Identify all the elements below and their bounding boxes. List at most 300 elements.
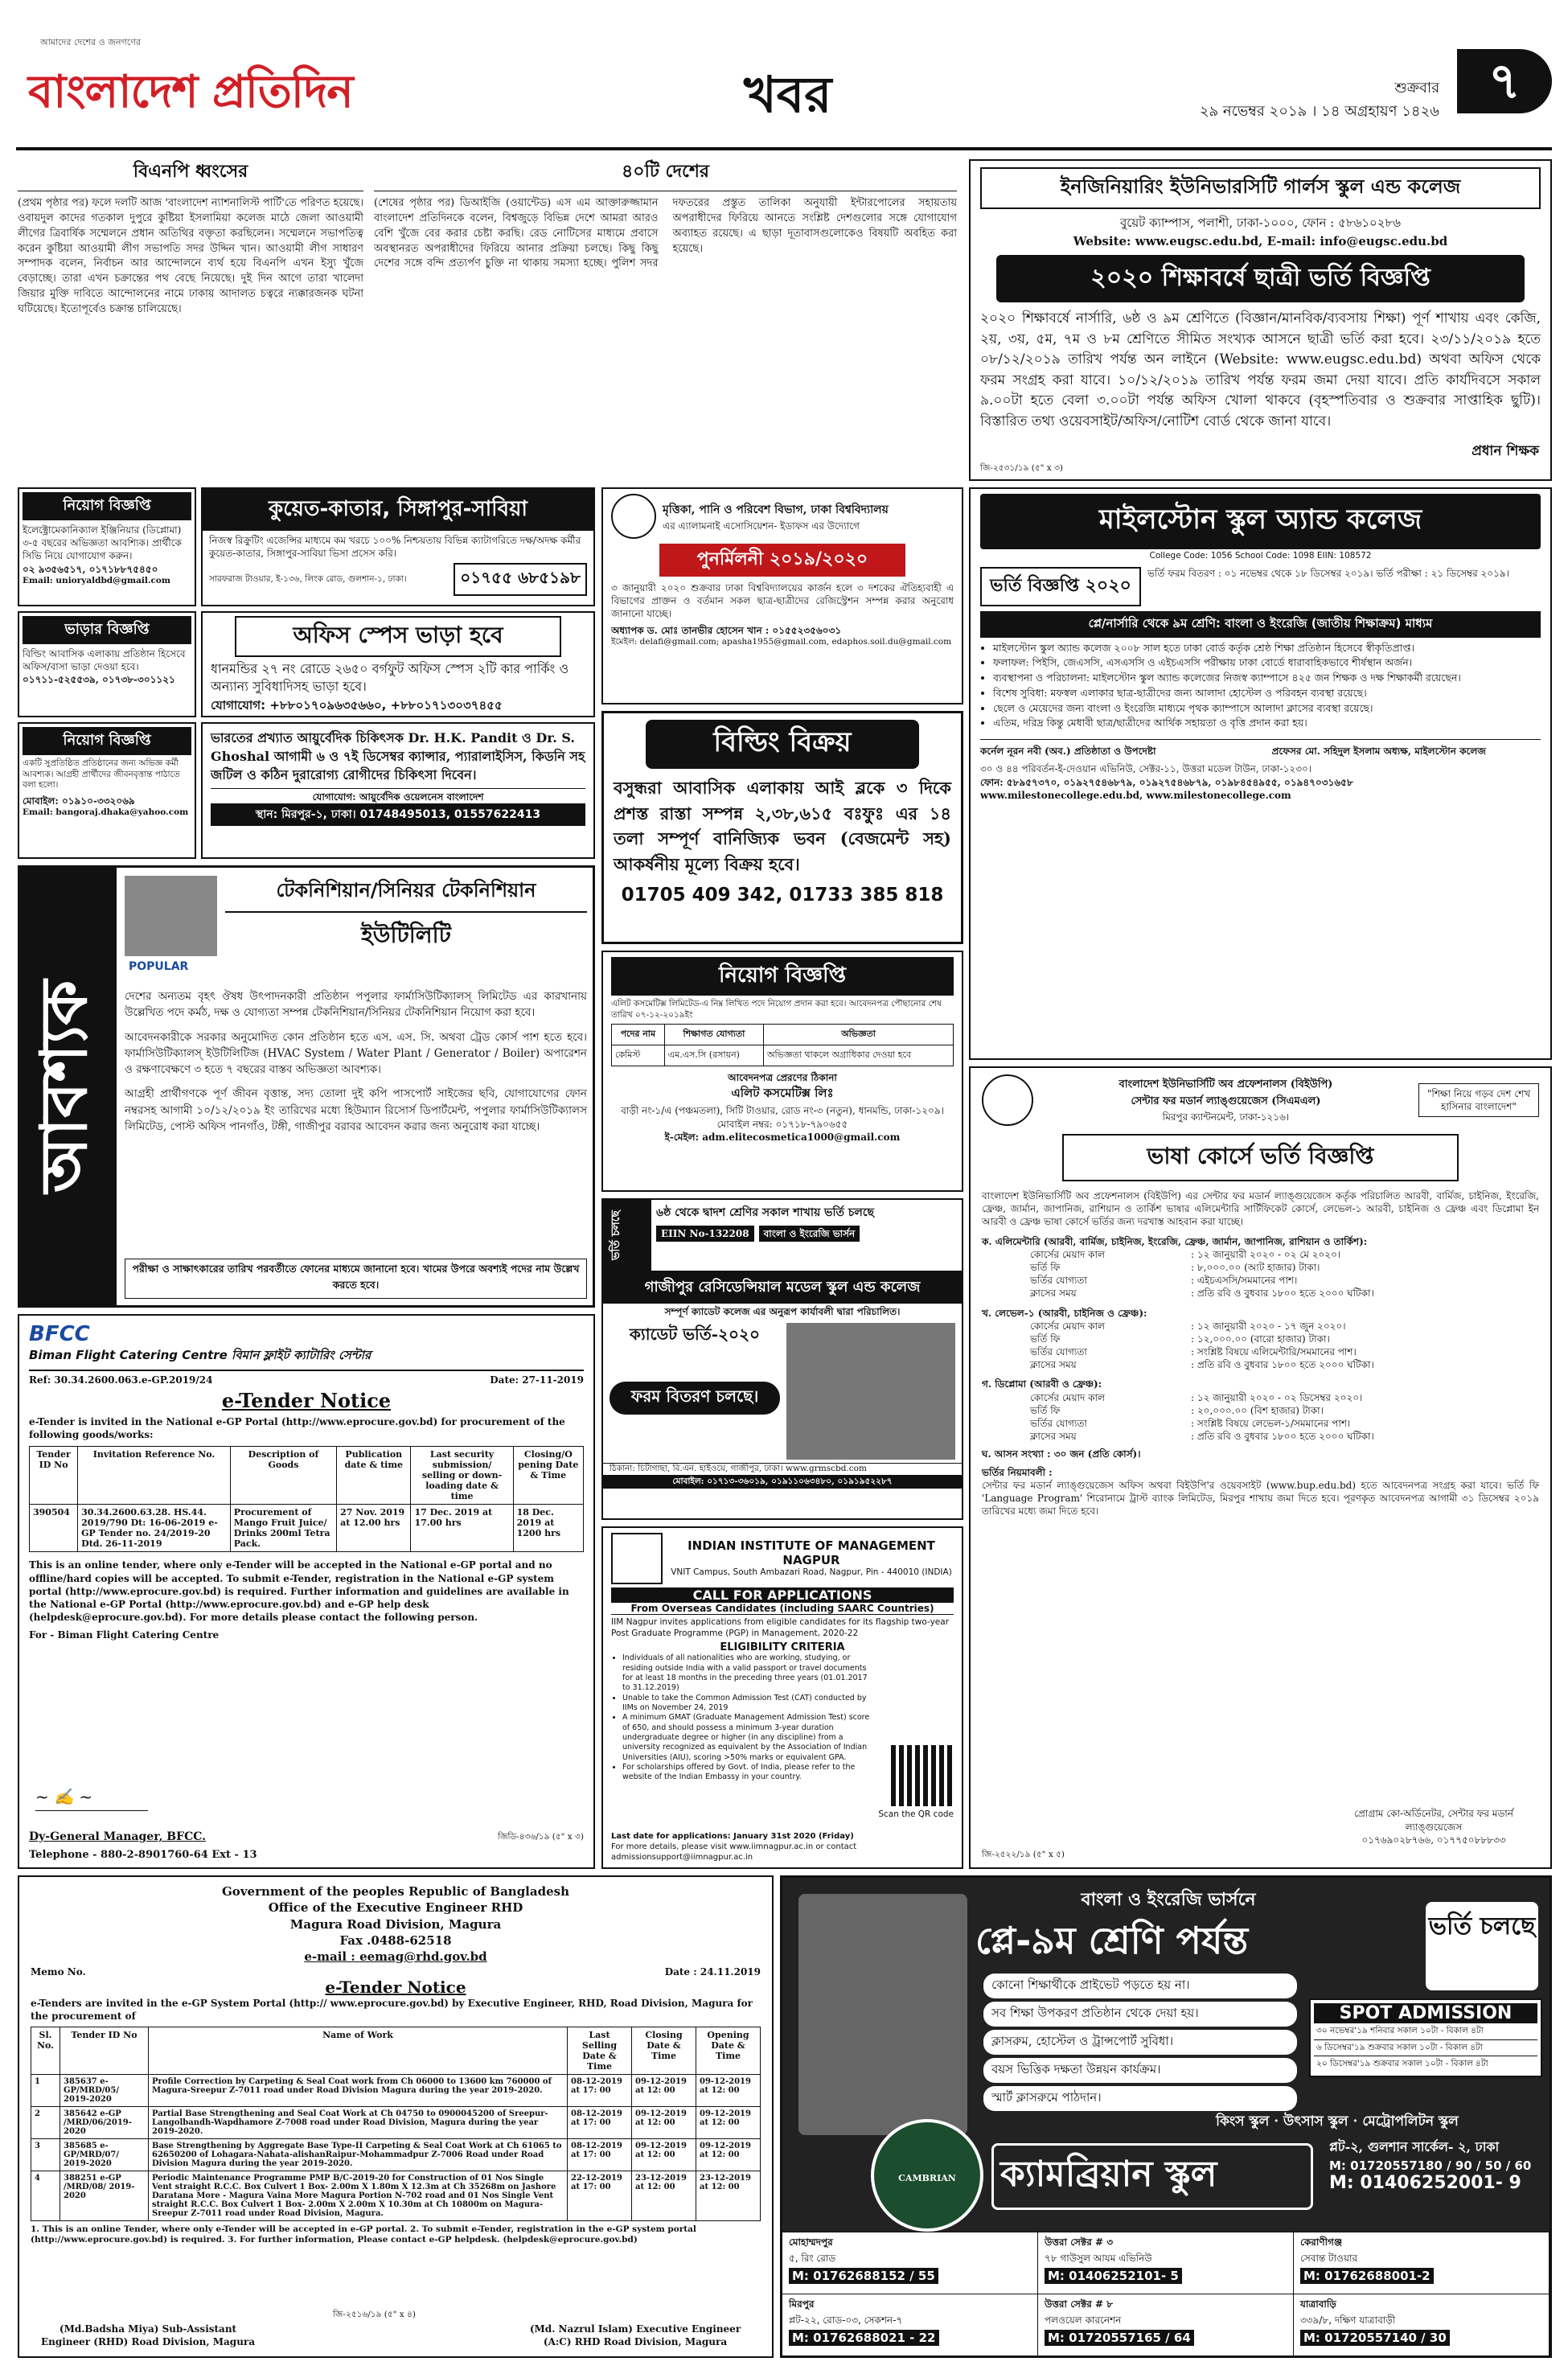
ad-body: বিল্ডিং আবাসিক এলাকায় প্রতিষ্ঠান হিসেবে অফিস/বাসা ভাড়া দেওয়া হবে।	[23, 648, 186, 673]
company-email: ই-মেইল: adm.elitecosmetica1000@gmail.com	[664, 1131, 901, 1143]
ad-signature: প্রধান শিক্ষক	[1472, 443, 1539, 459]
cell: 09-12-2019 at 12: 00	[632, 2106, 696, 2138]
side-heading: আবশ্যক	[27, 980, 101, 1193]
article-title: ৪০টি দেশের	[374, 158, 957, 191]
tender-size: জিডি-৪৩৬/১৯ (৫" x ৩)	[498, 1832, 584, 1842]
cambrian-address: প্লট-২, গুলশান সার্কেল- ২, ঢাকা	[1329, 2139, 1500, 2154]
course-row	[982, 1417, 1539, 1430]
job-desc-2: আবেদনকারীকে সরকার অনুমোদিত কোন প্রতিষ্ঠান হতে এস. এস. সি. অথবা ট্রেড কোর্স পাশ হতে হবে। ফার্মাসিউটিক্যালস্ ইউটিলিটিজ (HVAC System / Water Plant / Generator / Boiler) অপারেশন ও রক্ষণাবেক্ষণে ৩ হতে ৭ বছরের বাস্তব অভিজ্ঞতা আবশ্যক।	[125, 1030, 587, 1076]
list-item: • ব্যবস্থাপনা ও পরিচালনা: মাইলস্টোন স্কুল অ্যান্ড কলেজের নিজস্ব ক্যাম্পাসে ৪২৫ জন শিক্ষক ও দক্ষ শিক্ষাকর্মী রয়েছেন।	[993, 671, 1541, 686]
ad-phone: যোগাযোগ: +৮৮০১৭০৯৬৩৫৬৬০, +৮৮০১৭১৩০৩৭৪৫৫	[211, 697, 503, 713]
cell: 08-12-2019 at 17: 00	[568, 2138, 632, 2171]
cell: 23-12-2019 at 12: 00	[632, 2171, 696, 2220]
iim-last-date: Last date for applications: January 31st 2020 (Friday)	[611, 1832, 854, 1841]
bup-seats: ঘ. আসন সংখ্যা : ৩০ জন (প্রতি কোর্স)।	[982, 1448, 1141, 1460]
course-row	[982, 1345, 1539, 1358]
spot-line: ২০ ডিসেম্বর'১৯ শুক্রবার সকাল ১০টা - বিকাল ৪টা	[1316, 2059, 1488, 2069]
job-desc-3: আগ্রহী প্রার্থীগণকে পূর্ণ জীবন বৃত্তান্ত, সদ্য তোলা দুই কপি পাসপোর্ট সাইজের ছবি, যোগাযোগের ফোন নম্বরসহ আগামী ১০/১২/২০১৯ ইং তারিখের মধ্যে হিউম্যান রিসোর্স ডিপার্টমেন্ট, পপুলার ফার্মাসিউটিক্যালস লিমিটেড, পোস্ট অফিস পানগাঁও, টঙ্গী, গাজীপুর বরাবর আবেদন করার জন্য অনুরোধ করা যাচ্ছে।	[125, 1087, 587, 1133]
rhd-line3: Magura Road Division, Magura	[289, 1916, 502, 1932]
iim-elig: ELIGIBILITY CRITERIA	[720, 1641, 845, 1654]
cell: Procurement of Mango Fruit Juice/ Drinks 200ml Tetra Pack.	[230, 1505, 336, 1552]
course-key: ভর্তির যোগ্যতা	[1030, 1275, 1087, 1287]
ad-vertical: ভর্তি চলছে	[603, 1200, 651, 1271]
branch-area: উত্তরা সেক্টর # ৩	[1045, 2236, 1114, 2248]
branch-detail: ৫, রিং রোড	[789, 2253, 836, 2264]
ad-email: Email: bangoraj.dhaka@yahoo.com	[23, 807, 189, 818]
branch-area: মোহাম্মদপুর	[789, 2236, 833, 2248]
cell: 27 Nov. 2019 at 12.00 hrs	[337, 1505, 411, 1552]
ad-body: ২০২০ শিক্ষাবর্ষে নার্সারি, ৬ষ্ঠ ও ৯ম শ্রেণিতে (বিজ্ঞান/মানবিক/ব্যবসায় শিক্ষা) পূর্ণ শাখায় এবং কেজি, ২য়, ৩য়, ৫ম, ৭ম ও ৮ম শ্রেণিতে সীমিত সংখ্যক আসনে ছাত্রী ভর্তি করা হবে। ২৩/১১/২০১৯ হতে ০৮/১২/২০১৯ তারিখ পর্যন্ত অন লাইনে (Website: www.eugsc.edu.bd) অথবা অফিস থেকে ফরম সংগ্রহ করা যাবে। ১০/১২/২০১৯ তারিখ পর্যন্ত ফরম জমা দেয়া যাবে। প্রতি কার্যদিবসে সকাল ৯.০০টা হতে বেলা ৩.০০টা পর্যন্ত অফিস খোলা থাকবে (বৃহস্পতিবার ও শুক্রবার সাপ্তাহিক ছুটি)। বিস্তারিত তথ্য ওয়েবসাইট/অফিস/নোটিশ বোর্ড থেকে জানা যাবে।	[980, 310, 1541, 429]
table-row	[30, 1505, 584, 1552]
cambrian-phones: M: 01720557180 / 90 / 50 / 60	[1329, 2158, 1532, 2173]
day-label: শুক্রবার	[1394, 80, 1439, 97]
table-row	[31, 2138, 761, 2171]
ad-title: মাইলস্টোন স্কুল অ্যান্ড কলেজ	[980, 494, 1541, 549]
rhd-title: e-Tender Notice	[325, 1978, 466, 1998]
ad-building-sale	[601, 711, 963, 944]
ad-schedule: ভর্তি ফরম বিতরণ : ০১ নভেম্বর থেকে ১৮ ডিসেম্বর ২০১৯। ভর্তি পরীক্ষা : ২১ ডিসেম্বর ২০১৯।	[1147, 567, 1509, 579]
table-row	[31, 2106, 761, 2138]
cell: 09-12-2019 at 12: 00	[696, 2106, 761, 2138]
ad-title: অফিস স্পেস ভাড়া হবে	[235, 616, 561, 657]
ad-phone: ফোন: ৫৮৯৫৭৩৭০, ০১৯২৭৫৪৬৮৭৯, ০১৯২৭৫৪৬৮৭৯, ০১৯৮৪৫৪৯৫৫, ০১৯৪৭০৩১৬৫৮	[980, 776, 1353, 788]
ad-phone: স্থান: মিরপুর-১, ঢাকা। 01748495013, 01557622413	[211, 803, 585, 826]
ad-title: ইনজিনিয়ারিং ইউনিভারসিটি গার্লস স্কুল এন্ড কলেজ	[980, 167, 1541, 209]
ad-body: বসুন্ধরা আবাসিক এলাকায় আই ব্লকে ৩ দিকে প্রশস্ত রাস্তা সম্পন্ন ২,৩৮,৬১৫ বঃফুঃ এর ১৪ তলা সম্পূর্ণ বানিজ্যিক ভবন (বেজমেন্ট সহ) আকর্ষনীয় মূল্যে বিক্রয় হবে।	[614, 778, 951, 874]
tender-intro: e-Tender is invited in the National e-GP Portal (http://www.eprocure.gov.bd) for procurement of the following goods/works:	[29, 1416, 565, 1441]
spot-line: ৩০ নভেম্বর'১৯ শনিবার সকাল ১০টা - বিকাল ৪টা	[1314, 2023, 1537, 2040]
branch-cell	[1294, 2294, 1550, 2356]
branch-phone: M: 01762688021 - 22	[789, 2330, 939, 2346]
iim-logo-icon	[611, 1533, 663, 1584]
branch-cell	[1038, 2232, 1294, 2294]
course-row	[982, 1320, 1539, 1333]
ad-address: ৩০ ও ৪৪ পরিবর্তন-ই-দেওয়ান এভিনিউ, সেক্টর-১১, উত্তরা মডেল টাউন, ঢাকা-১২৩০।	[980, 763, 1312, 775]
masthead	[16, 13, 1552, 154]
bup-seal-icon	[982, 1074, 1033, 1126]
ad-intro: এলিট কসমেটিক্স লিমিটেড-এ নিম্ন লিখিত পদে নিয়োগ প্রদান করা হবে। আবেদনপত্র পৌছানোর শেষ তারিখ ০৭-১২-২০১৯ইং	[611, 999, 942, 1020]
ad-body: নিজস্ব রিক্রুটিং এজেন্সির মাধ্যমে কম খরচে ১০০% নিশ্চয়তায় বিভিন্ন ক্যাটাগরিতে দক্ষ/অদক্ষ কর্মীর কুয়েত-কাতার, সিঙ্গাপুর-সাবিয়া ভিসা প্রসেস করি।	[209, 535, 581, 560]
cambrian-college-seal: CAMBRIAN	[871, 2119, 983, 2232]
col-header: Description of Goods	[230, 1447, 336, 1505]
col-header: Publication date & time	[337, 1447, 411, 1505]
cambrian-head: প্লে-৯ম শ্রেণি পর্যন্ত	[975, 1919, 1249, 1962]
course-value: : ১২,০০০.০০ (বারো হাজার) টাকা।	[1191, 1333, 1330, 1345]
ad-sub: সম্পূর্ণ ক্যাডেট কলেজ এর অনুরূপ কার্যাবলী দ্বারা পরিচালিত।	[664, 1306, 901, 1317]
ad-title: মৃত্তিকা, পানি ও পরিবেশ বিভাগ, ঢাকা বিশ্ববিদ্যালয়	[663, 503, 889, 516]
tender-ref: Ref: 30.34.2600.063.e-GP.2019/24	[29, 1374, 213, 1386]
cell: 4	[31, 2171, 60, 2220]
list-item: বয়স ভিত্তিক দক্ষতা উন্নয়ন কার্যক্রম।	[983, 2058, 1297, 2083]
branch-phone: M: 01720557140 / 30	[1300, 2330, 1450, 2346]
page-number: ৭	[1457, 49, 1552, 113]
ad-title: ভাড়ার বিজ্ঞপ্তি	[23, 616, 191, 644]
cell: 09-12-2019 at 12: 00	[696, 2074, 761, 2106]
cambrian-badge: ভর্তি চলছে	[1426, 1902, 1538, 1990]
ad-popular-pharma	[18, 865, 595, 1308]
list-item: • Unable to take the Common Admission Test (CAT) conducted by IIMs on November 24, 2019	[622, 1694, 876, 1714]
course-row	[982, 1287, 1539, 1300]
col-header: Tender ID No	[30, 1447, 78, 1505]
course-row	[982, 1430, 1539, 1443]
cambrian-top: বাংলা ও ইংরেজি ভার্সনে	[1081, 1889, 1256, 1910]
cell: 385642 e-GP /MRD/06/2019-2020	[60, 2106, 149, 2138]
ad-address: বুয়েট ক্যাম্পাস, পলাশী, ঢাকা-১০০০, ফোন : ৫৮৬১০২৮৬	[1119, 216, 1402, 230]
bup-signer: প্রোগ্রাম কো-অর্ডিনেটর, সেন্টার ফর মডার্ন ল্যাঙ্গুয়েজেস	[1354, 1808, 1513, 1833]
ad-medium: বাংলা ও ইংরেজি ভার্সন	[759, 1226, 860, 1242]
cell: 390504	[30, 1505, 78, 1552]
iim-contact[interactable]: For more details, please visit www.iimnagpur.ac.in or contact admissionsupport@iimnagpur.ac.in	[611, 1842, 857, 1862]
cell: 22-12-2019 at 17: 00	[568, 2171, 632, 2220]
dateline	[1200, 77, 1439, 124]
course-value: : প্রতি রবি ও বুধবার ১৮০০ হতে ২০০০ ঘটিকা।	[1191, 1359, 1374, 1371]
bfcc-logo: BFCC	[29, 1322, 90, 1346]
ad-body: ভারতের প্রখ্যাত আয়ুর্বেদিক চিকিৎসক Dr. H.K. Pandit ও Dr. S. Ghoshal আগামী ৬ ও ৭ই ডিসেম্বর ক্যান্সার, প্যারালাইসিস, কিডনি সহ জটিল ও কঠিন দুরারোগ্য রোগীদের চিকিৎসা দিবেন।	[211, 730, 585, 783]
ad-phone: ০২ ৯৩৫৬৫১৭, ০১৭১৮৮৭৫৪৫০	[23, 563, 158, 575]
qr-label: Scan the QR code	[878, 1809, 954, 1819]
factory-image	[125, 876, 217, 956]
ad-body: একটি সুপ্রতিষ্ঠিত প্রতিষ্ঠানের জন্য অভিজ্ঞ কর্মী আবশ্যক। আগ্রহী প্রার্থীদের জীবনবৃত্তান্ত পাঠাতে বলা হলো।	[23, 758, 180, 791]
course-key: ভর্তি ফি	[1030, 1333, 1061, 1345]
person-principal: প্রফেসর মো. সহিদুল ইসলাম অধ্যক্ষ, মাইলস্টোন কলেজ	[1271, 745, 1487, 758]
ad-bup-language	[969, 1066, 1552, 1869]
course-value: : ২০,০০০.০০ (বিশ হাজার) টাকা।	[1191, 1404, 1324, 1416]
company-mobile: মোবাইল নম্বর: ০১৭১৮-৭৯০৬৫৫	[716, 1118, 848, 1130]
list-item: • ছেলে ও মেয়েদের জন্য বাংলা ও ইংরেজি মাধ্যমে পৃথক ক্যাম্পাসে আলাদা ক্লাসের ব্যবস্থা রয়েছে।	[993, 701, 1541, 717]
branch-phone: M: 01406252101- 5	[1045, 2268, 1182, 2284]
col-header: অভিজ্ঞতা	[764, 1025, 954, 1045]
bup-motto: "শিক্ষা নিয়ে গড়ব দেশ শেখ হাসিনার বাংলাদেশ"	[1418, 1083, 1539, 1117]
course-key: ভর্তির যোগ্যতা	[1030, 1418, 1087, 1429]
course-key: কোর্সের মেয়াদ কাল	[1030, 1248, 1105, 1260]
course-key: কোর্সের মেয়াদ কাল	[1030, 1320, 1105, 1332]
ad-office-space	[201, 611, 595, 717]
bup-ref: জি-২৫২২/১৯ (৫" x ৫)	[982, 1850, 1065, 1860]
cell: 08-12-2019 at 17: 00	[568, 2106, 632, 2138]
list-item: • এতিম, দরিদ্র কিন্তু মেধাবী ছাত্র/ছাত্রীদের আর্থিক সহায়তা ও বৃত্তি প্রদান করা হয়।	[993, 716, 1541, 731]
article-bnp	[18, 158, 363, 481]
course-row	[982, 1248, 1539, 1261]
list-item: কোনো শিক্ষার্থীকে প্রাইভেট পড়তে হয় না।	[983, 1974, 1297, 1998]
ad-title: নিয়োগ বিজ্ঞপ্তি	[23, 727, 191, 755]
course-row	[982, 1274, 1539, 1287]
ad-iim-nagpur	[601, 1526, 963, 1869]
article-40-countries	[374, 158, 957, 481]
list-item: • For scholarships offered by Govt. of India, please refer to the website of the Indian Embassy in your country.	[622, 1763, 876, 1783]
ad-gazipur-school	[601, 1198, 963, 1520]
branch-detail: ৭৮ গাউসুল আযম এভিনিউ	[1045, 2253, 1152, 2264]
branch-area: যাত্রাবাড়ি	[1300, 2298, 1336, 2310]
table-row	[31, 2074, 761, 2106]
cell: Base Strengthening by Aggregate Base Type-II Carpeting & Seal Coat Work at Ch 61065 to 62650200 of Lohagara-Nahata-alishanRaipur-Mohammadpur Z-7006 Road under Road Division Magura during the year 2019-2020.	[149, 2138, 568, 2171]
table-row	[31, 2171, 761, 2220]
tender-table	[29, 1446, 584, 1552]
list-item: • Individuals of all nationalities who are working, studying, or residing outside India with a valid passport or travel documents for at least 18 months in the preceding three years (01.01.2017 to 31.12.2019)	[622, 1653, 876, 1693]
course-name: গ. ডিপ্লোমা (আরবী ও ফ্রেঞ্চ):	[982, 1378, 1102, 1390]
spot-line: ৬ ডিসেম্বর'১৯ শুক্রবার সকাল ১০টা - বিকাল ৪টা	[1314, 2040, 1537, 2057]
ad-phone: মোবাইল: ০১৯১০-৩৩২০৬৯	[23, 795, 135, 807]
branch-detail: পলওয়েল কারনেশন	[1045, 2314, 1122, 2326]
ad-email: ইমেইল: delafi@gmail.com; apasha1955@gmail.com, edaphos.soil.du@gmail.com	[611, 636, 952, 647]
ad-bfcc-tender	[18, 1314, 595, 1869]
job-table	[611, 1024, 954, 1066]
col-header: পদের নাম	[612, 1025, 665, 1045]
branch-detail: ৩৩৯/৮, দক্ষিণ যাত্রাবাড়ী	[1300, 2314, 1396, 2326]
rhd-memo: Memo No.	[31, 1966, 86, 1978]
spot-admission	[1309, 1998, 1542, 2077]
course-key: ভর্তি ফি	[1030, 1261, 1061, 1273]
bup-intro: বাংলাদেশ ইউনিভার্সিটি অব প্রফেশনালস (বিইউপি) এর সেন্টার ফর মডার্ন ল্যাঙ্গুয়েজেস কর্তৃক পরিচালিত আরবী, বার্মিজ, চাইনিজ, ইংরেজি, ফ্রেঞ্চ, জার্মান, জাপানিজ, রাশিয়ান ও তার্কিশ ভাষার এলিমেন্টারি সার্টিফিকেট কোর্সে, লেভেল-১ আরবী, চাইনিজ ও ফ্রেঞ্চ এবং ডিপ্লোমা ইন আরবী ও ফ্রেঞ্চ ভাষা কোর্সে ভর্তির জন্য দরখাস্ত আহবান করা যাচ্ছে।	[982, 1190, 1539, 1228]
ad-rhd-tender	[18, 1875, 774, 2358]
cell: 1	[31, 2074, 60, 2106]
course-block	[982, 1235, 1539, 1300]
bup-org1: বাংলাদেশ ইউনিভার্সিটি অব প্রফেশনালস (বিইউপি)	[1119, 1078, 1333, 1090]
course-block	[982, 1307, 1539, 1372]
rhd-date: Date : 24.11.2019	[664, 1966, 761, 1978]
branch-area: উত্তরা সেক্টর # ৮	[1045, 2298, 1114, 2310]
masthead-tagline: আমাদের দেশের ও জনগণের	[40, 37, 141, 47]
course-row	[982, 1358, 1539, 1371]
cell: এম.এস.সি (রসায়ন)	[664, 1045, 763, 1066]
cell: 18 Dec. 2019 at 1200 hrs	[513, 1505, 583, 1552]
company-name: এলিট কসমেটিক্স লিঃ	[731, 1086, 834, 1101]
cell: 09-12-2019 at 12: 00	[632, 2138, 696, 2171]
ad-cadet: ক্যাডেট ভর্তি-২০২০	[629, 1325, 761, 1345]
ad-title: নিয়োগ বিজ্ঞপ্তি	[611, 957, 954, 996]
rhd-line2: Office of the Executive Engineer RHD	[268, 1900, 523, 1916]
cell: Profile Correction by Carpeting & Seal Coat work from Ch 06000 to 13600 km 760000 of Magura-Sreepur Z-7011 road under Road Division Magura during the year 2019-2020.	[149, 2074, 568, 2106]
cell: 385685 e-GP/MRD/07/ 2019-2020	[60, 2138, 149, 2171]
branch-detail: সেবান্ত টাওয়ার	[1300, 2253, 1358, 2264]
col-header: Invitation Reference No.	[78, 1447, 231, 1505]
branch-cell	[1038, 2294, 1294, 2356]
course-value: : ১২ জানুয়ারী ২০২০ - ১৭ জুন ২০২০।	[1191, 1320, 1346, 1332]
job-sub: ইউটিলিটি	[361, 922, 451, 948]
branch-cell	[1294, 2232, 1550, 2294]
cell: অভিজ্ঞতা থাকলে অগ্রাধিকার দেওয়া হবে	[764, 1045, 954, 1066]
ad-ref: জি-২৫৩১/১৯ (৫" x ৩)	[980, 463, 1063, 474]
rhd-line5: e-mail : eemag@rhd.gov.bd	[304, 1949, 487, 1964]
table-row	[612, 1045, 954, 1066]
branch-area: মিরপুর	[789, 2298, 815, 2310]
rhd-intro: e-Tenders are invited in the e-GP System Portal (http:// www.eprocure.gov.bd) by Executive Engineer, RHD, Road Division, Magura for the procurement of	[31, 1998, 753, 2023]
bup-rules: সেন্টার ফর মডার্ন ল্যাঙ্গুয়েজেস অফিস অথবা বিইউপি'র ওয়েবসাইট (www.bup.edu.bd) হতে আবেদনপত্র সংগ্রহ করা যাবে। ভর্তি ফি 'Language Program' শিরোনামে ট্রাস্ট ব্যাংক লিমিটেড, মিরপুর শাখায় জমা দিতে হবে। পূরণকৃত আবেদনপত্র আগামী ৩১ ডিসেম্বর ২০১৯ তারিখের মধ্যে জমা দিতে হবে।	[982, 1479, 1539, 1518]
course-value: : প্রতি রবি ও বুধবার ১৮০০ হতে ২০০০ ঘটিকা।	[1191, 1288, 1374, 1300]
job-desc-1: দেশের অন্যতম বৃহৎ ঔষধ উৎপাদনকারী প্রতিষ্ঠান পপুলার ফার্মাসিউটিক্যালস্ লিমিটেড এর কারখানায় উল্লেখিত পদে কর্মঠ, দক্ষ ও যোগ্যতা সম্পন্ন টেকনিশিয়ান/সিনিয়র টেকনিশিয়ান নিয়োগ করা হবে।	[125, 990, 587, 1020]
tender-title: e-Tender Notice	[221, 1389, 392, 1412]
branch-cell	[782, 2232, 1038, 2294]
side-band	[20, 868, 117, 1305]
ad-admission: ভর্তি বিজ্ঞপ্তি ২০২০	[980, 567, 1141, 606]
addr-title: আবেদনপত্র প্রেরণের ঠিকানা	[728, 1072, 837, 1084]
ad-dhaka-university	[601, 487, 963, 704]
university-seal-icon	[611, 494, 656, 539]
iim-name: INDIAN INSTITUTE OF MANAGEMENT NAGPUR	[688, 1538, 935, 1568]
job-note: পরীক্ষা ও সাক্ষাৎকারের তারিখ পরবর্তীতে ফোনের মাধ্যমে জানানো হবে। খামের উপরে অবশ্যই পদের নাম উল্লেখ করতে হবে।	[125, 1259, 587, 1299]
cell: 3	[31, 2138, 60, 2171]
rhd-table	[31, 2027, 761, 2221]
course-key: কোর্সের মেয়াদ কাল	[1030, 1391, 1105, 1403]
ad-phone: মোবাইল: ০১৭১৩-৩৬০১৯, ০১৯১১০৬৩৪৮০, ০১৯১৯৫২২৮৭	[603, 1475, 962, 1489]
list-item: স্মার্ট ক্লাসরুমে পাঠদান।	[983, 2086, 1297, 2111]
tender-signer: Dy-General Manager, BFCC.	[29, 1830, 206, 1843]
ad-address: সারফরাজ টাওয়ার, ই-১৩৬, লিংক রোড, গুলশান-১, ঢাকা।	[209, 574, 407, 585]
col-header: Tender ID No	[60, 2027, 149, 2074]
branch-area: কেরাণীগঞ্জ	[1300, 2236, 1343, 2248]
list-item: • মাইলস্টোন স্কুল অ্যান্ড কলেজ ২০০৮ সাল হতে ঢাকা বোর্ড কর্তৃক শ্রেষ্ঠ শিক্ষা প্রতিষ্ঠান হিসেবে স্বীকৃতিপ্রাপ্ত।	[993, 641, 1541, 656]
rhd-signer-2: (Md. Nazrul Islam) Executive Engineer (A:C) RHD Road Division, Magura	[529, 2323, 741, 2347]
ad-class: ৬ষ্ঠ থেকে দ্বাদশ শ্রেণির সকাল শাখায় ভর্তি চলছে	[656, 1206, 874, 1219]
iim-address: VNIT Campus, South Ambazari Road, Nagpur, Pin - 440010 (INDIA)	[671, 1567, 952, 1578]
header-rule	[16, 147, 1552, 150]
bup-phone: ০১৭৬৯০২৮৭৬৬, ০১৭৭৫০৮৮৮৩৩	[1361, 1834, 1506, 1846]
cell: 30.34.2600.63.28. HS.44. 2019/790 Dt: 16-06-2019 e-GP Tender no. 24/2019-20 Dtd. 26-11-2019	[78, 1505, 231, 1552]
article-title: বিএনপি ধ্বংসের	[18, 158, 363, 191]
list-item: • ফলাফল: পিইসি, জেএসসি, এসএসসি ও এইচএসসি পরীক্ষায় ঢাকা বোর্ডে ধারাবাহিকভাবে শীর্ষস্থান অর্জন।	[993, 655, 1541, 671]
col-header: Closing/O pening Date & Time	[513, 1447, 583, 1505]
ad-address: ঠিকানা: চিটাগাছা, বি.এন. হাইওয়ে, গাজীপুর, ঢাকা। www.grmscbd.com	[603, 1463, 962, 1475]
course-row	[982, 1261, 1539, 1274]
list-item: • A minimum GMAT (Graduate Management Admission Test) score of 650, and should possess a minimum 3-year duration undergraduate degree or higher (in any discipline) from a university recognized as equivalent by the Association of Indian Universities (AIU), scoring >50% marks or equivalent GPA.	[622, 1713, 876, 1763]
cell: 2	[31, 2106, 60, 2138]
article-body: (শেষের পৃষ্ঠার পর) ডিআইজি (ওয়ান্টেড) এস এম আক্তারুজ্জামান বাংলাদেশ প্রতিদিনকে বলেন, বিশ্বজুড়ে বিভিন্ন দেশে আমরা আরও বেশি খুঁজে বের করার চেষ্টা করছি। রেড নোটিসের মাধ্যমে প্রবাসে অবস্থানরত অপরাধীদের ফিরিয়ে আনার প্রক্রিয়া চলছে। কিছু কিছু দেশের সঙ্গে বন্দি প্রত্যর্পণ চুক্তি না থাকায় সমস্যা হচ্ছে। পুলিশ সদর দফতরের প্রস্তুত তালিকা অনুযায়ী ইন্টারপোলের সহায়তায় অপরাধীদের ফিরিয়ে আনতে সংশ্লিষ্ট দেশগুলোর সঙ্গে যোগাযোগ অব্যাহত রয়েছে। এ ছাড়া দূতাবাসগুলোকেও বিষয়টি অবহিত করা হয়েছে।	[374, 197, 957, 270]
course-value: : ১২ জানুয়ারী ২০২০ - ০২ মে ২০২০।	[1191, 1248, 1341, 1260]
rhd-size: জি-২৫১৬/১৯ (৫" x ৪)	[333, 2310, 416, 2320]
ad-recruitment-1	[18, 487, 196, 606]
col-header: Last security submission/ selling or down-loading date & time	[411, 1447, 513, 1505]
ad-body: ৩ জানুয়ারী ২০২০ শুক্রবার ঢাকা বিশ্ববিদ্যালয়ের কার্জন হলে ৩ দশকের ঐতিহ্যবাহী এ বিভাগের প্রাক্তন ও বর্তমান সকল ছাত্র-ছাত্রীদের রেজিস্ট্রেশন সম্পন্ন করার অনুরোধ জানানো যাচ্ছে।	[611, 582, 954, 620]
ad-recruitment-elite	[601, 951, 963, 1192]
cell: Partial Base Strengthening and Seal Coat Work at Ch 04750 to 0900045200 of Sreepur-Langolbandh-Wapdhamore Z-7008 road under Road Division, Magura during the year 2019-2020.	[149, 2106, 568, 2138]
ad-kuwait-visa	[201, 487, 595, 606]
tender-phone: Telephone - 880-2-8901760-64 Ext - 13	[29, 1849, 257, 1861]
course-block	[982, 1378, 1539, 1443]
students-photo	[786, 1323, 955, 1460]
ad-recruitment-2	[18, 722, 196, 859]
section-title: খবর	[744, 65, 832, 124]
cell: 23-12-2019 at 12: 00	[696, 2171, 761, 2220]
tender-for: For - Biman Flight Catering Centre	[29, 1629, 220, 1641]
cell: কেমিস্ট	[612, 1045, 665, 1066]
ad-sub: এর এ্যালামনাই এসোসিয়েশন- ইডাফস এর উদ্যোগে	[663, 520, 860, 532]
ad-phone: ০১৭৫৫ ৬৮৫১৯৮	[454, 563, 587, 596]
branch-phone: M: 01762688152 / 55	[789, 2268, 938, 2284]
bup-courses	[982, 1235, 1539, 1444]
branch-phone: M: 01762688001-2	[1300, 2268, 1434, 2284]
ad-phone: 01705 409 342, 01733 385 818	[621, 885, 944, 906]
branch-detail: প্লট-২২, রোড-০৩, সেকশন-৭	[789, 2314, 903, 2326]
bup-org2: সেন্টার ফর মডার্ন ল্যাঙ্গুয়েজেস (সিএমএল)	[1131, 1095, 1321, 1107]
cambrian-schools: কিংস স্কুল · উৎসাস স্কুল · মেট্রোপলিটন স্কুল	[1216, 2113, 1459, 2130]
course-value: : ৮,০০০.০০ (আট হাজার) টাকা।	[1191, 1261, 1320, 1273]
ad-email: Email: unioryaldbd@gmail.com	[23, 575, 171, 585]
bup-rules-title: ভর্তির নিয়মাবলী :	[982, 1466, 1053, 1478]
bup-title: ভাষা কোর্সে ভর্তি বিজ্ঞপ্তি	[1062, 1134, 1459, 1181]
ad-codes: College Code: 1056 School Code: 1098 EIIN: 108572	[1149, 551, 1372, 561]
tender-notes: This is an online tender, where only e-Tender will be accepted in the National e-GP portal and no offline/hard copies will be accepted. To submit e-Tender, registration in the National e-GP system portal (http://www.eprocure.gov.bd) is required. Further information and guidelines are available in the National e-GP Portal (http://www.eprocure.gov.bd) and e-GP help desk (helpdesk@eprocure.gov.bd). For more details please contact the following person.	[29, 1559, 569, 1624]
job-title: টেকনিশিয়ান/সিনিয়র টেকনিশিয়ান	[225, 876, 587, 913]
cell: 388251 e-GP /MRD/08/ 2019-2020	[60, 2171, 149, 2220]
ad-heading: ২০২০ শিক্ষাবর্ষে ছাত্রী ভর্তি বিজ্ঞপ্তি	[996, 255, 1525, 302]
course-key: ক্লাসের সময়	[1030, 1359, 1077, 1371]
qr-code-icon[interactable]	[891, 1745, 952, 1806]
cambrian-points	[983, 1970, 1297, 2114]
course-row	[982, 1404, 1539, 1417]
course-key: ভর্তির যোগ্যতা	[1030, 1346, 1087, 1358]
cell: 385637 e-GP/MRD/05/ 2019-2020	[60, 2074, 149, 2106]
ad-body: ধানমন্ডির ২৭ নং রোডে ২৬৫০ বর্গফুট অফিস স্পেস ২টি কার পার্কিং ও অন্যান্য সুবিধাদিসহ ভাড়া হবে।	[211, 661, 569, 695]
ad-contact: অধ্যাপক ড. মোঃ তানভীর হোসেন খান : ০১৫৫২৩৫৬০৩১	[611, 624, 842, 636]
course-value: : এইচএসসি/সমমানের পাশ।	[1191, 1275, 1298, 1287]
ad-cambrian-school	[780, 1875, 1552, 2358]
signature-scribble: ~ ✍ ~	[35, 1787, 148, 1811]
ad-title: বিল্ডিং বিক্রয়	[646, 720, 919, 769]
rhd-line1: Government of the peoples Republic of Bangladesh	[222, 1884, 569, 1899]
ad-points	[980, 641, 1541, 732]
iim-sub: From Overseas Candidates (including SAARC Countries)	[611, 1603, 954, 1615]
newspaper-logo[interactable]: বাংলাদেশ প্রতিদিন	[28, 66, 353, 118]
ad-eiin: EIIN No-132208	[656, 1226, 754, 1242]
ad-web[interactable]: www.milestonecollege.edu.bd, www.milestonecollege.com	[980, 789, 1291, 801]
course-row	[982, 1333, 1539, 1345]
iim-criteria	[611, 1653, 876, 1782]
ad-website[interactable]: Website: www.eugsc.edu.bd, E-mail: info@eugsc.edu.bd	[1073, 234, 1448, 248]
iim-intro: IIM Nagpur invites applications from eligible candidates for its flagship two-year Post Graduate Programme (PGP) in Management, 2020-22	[611, 1617, 950, 1638]
cambrian-name: ক্যামব্রিয়ান স্কুল	[991, 2143, 1313, 2210]
cell: 09-12-2019 at 12: 00	[632, 2074, 696, 2106]
list-item: ক্লাসরুম, হোস্টেল ও ট্রান্সপোর্ট সুবিধা।	[983, 2030, 1297, 2055]
list-item: • বিশেষ সুবিধা: মফস্বল এলাকার ছাত্র-ছাত্রীদের জন্য আলাদা হোস্টেল ও পরিবহন ব্যবস্থা রয়েছে।	[993, 686, 1541, 701]
course-key: ক্লাসের সময়	[1030, 1431, 1077, 1443]
ad-body: ইলেক্ট্রোমেকানিক্যাল ইঞ্জিনিয়ার (ডিপ্লোমা) ৩-৫ বছরের অভিজ্ঞতা আবশ্যিক। প্রার্থীকে সিভি নিয়ে যোগাযোগ করুন।	[23, 524, 182, 562]
col-header: Last Selling Date & Time	[568, 2027, 632, 2074]
col-header: Opening Date & Time	[696, 2027, 761, 2074]
cambrian-branches	[782, 2232, 1550, 2356]
cell: 17 Dec. 2019 at 17.00 hrs	[411, 1505, 513, 1552]
cell: 08-12-2019 at 17: 00	[568, 2074, 632, 2106]
ad-event: পুনর্মিলনী ২০১৯/২০২০	[659, 544, 905, 577]
course-name: খ. লেভেল-১ (আরবী, চাইনিজ ও ফ্রেঞ্চ):	[982, 1307, 1147, 1319]
list-item: সব শিক্ষা উপকরণ প্রতিষ্ঠান থেকে দেয়া হয়।	[983, 2002, 1297, 2027]
ad-medium: প্লে/নার্সারি থেকে ৯ম শ্রেণি: বাংলা ও ইংরেজি (জাতীয় শিক্ষাক্রম) মাধ্যম	[980, 611, 1541, 638]
rhd-footnotes: 1. This is an online Tender, where only e-Tender will be accepted in e-GP portal. 2. To submit e-Tender, registration in the e-GP system portal (http://www.eprocure.gov.bd) is required. 3. For further information, Please contact e-GP helpdesk. (helpdesk@eprocure.gov.bd)	[31, 2224, 696, 2245]
cell: 09-12-2019 at 12: 00	[696, 2138, 761, 2171]
rhd-line4: Fax .0488-62518	[339, 1932, 452, 1948]
company-address: বাড়ী নং-১/এ (পঞ্চমতলা), সিটি টাওয়ার, রোড নং-৩ (নতুন), ধানমন্ডি, ঢাকা-১২০৯।	[621, 1105, 944, 1117]
spot-title: SPOT ADMISSION	[1314, 2003, 1537, 2023]
course-value: : প্রতি রবি ও বুধবার ১৮০০ হতে ২০০০ ঘটিকা।	[1191, 1431, 1374, 1443]
students-photo	[798, 1894, 967, 2135]
course-value: : সংশ্লিষ্ট বিষয়ে লেভেল-১/সমমানের পাশ।	[1191, 1418, 1351, 1429]
bup-org3: মিরপুর ক্যান্টনমেন্ট, ঢাকা-১২১৬।	[1162, 1111, 1290, 1123]
col-header: Name of Work	[149, 2027, 568, 2074]
ad-title: নিয়োগ বিজ্ঞপ্তি	[23, 492, 191, 520]
branch-cell	[782, 2294, 1038, 2356]
ad-form: ফরম বিতরণ চলছে।	[610, 1382, 780, 1415]
course-name: ক. এলিমেন্টারি (আরবী, বার্মিজ, চাইনিজ, ইংরেজি, ফ্রেঞ্চ, জার্মান, জাপানিজ, রাশিয়ান ও তার্কিশ):	[982, 1235, 1368, 1247]
ad-org: যোগাযোগ: আয়ুর্বেদিক ওয়েলনেস বাংলাদেশ	[211, 788, 585, 803]
col-header: Closing Date & Time	[632, 2027, 696, 2074]
ad-engineering-school	[969, 159, 1552, 481]
course-value: : ১২ জানুয়ারী ২০২০ - ০২ ডিসেম্বর ২০২০।	[1191, 1391, 1363, 1403]
article-body: (প্রথম পৃষ্ঠার পর) ফলে দলটি আজ 'বাংলাদেশ ন্যাশনালিস্ট পার্টি'তে পরিণত হয়েছে। ওবায়দুল কাদের গতকাল দুপুরে কুষ্টিয়া ইসলামিয়া কলেজ মাঠে জেলা আওয়ামী লীগের ত্রিবার্ষিক সম্মেলনে প্রধান অতিথির বক্তৃতা করছিলেন। সম্মেলনে সভাপতিত্ব করেন কুষ্টিয়া আওয়ামী লীগ সভাপতি সদর উদ্দিন খান। আওয়ামী লীগ সাধারণ সম্পাদক বলেন, নির্বাচন আর আন্দোলনে ব্যর্থ হয়ে বিএনপি এখন ইস্যু খুঁজে বেড়াচ্ছে। তারা এখন চক্রান্তের পথ বেছে নিয়েছে। দুই দিন আগে তারা খালেদা জিয়ার মুক্তি দাবিতে আন্দোলনের নামে ঢাকায় আদালত চত্বরে ন্যক্কারজনক ঘটনা ঘটিয়েছে। ইতোপূর্বেও চক্রান্ত চালিয়েছে।	[18, 197, 363, 315]
tender-date: Date: 27-11-2019	[490, 1374, 584, 1386]
ad-milestone-school	[969, 487, 1552, 1060]
course-value: : সংশ্লিষ্ট বিষয়ে এলিমেন্টারি/সমমানের পাশ।	[1191, 1346, 1357, 1358]
iim-call: CALL FOR APPLICATIONS	[611, 1587, 954, 1603]
course-row	[982, 1391, 1539, 1404]
person-founder: কর্নেল নূরন নবী (অব.) প্রতিষ্ঠাতা ও উপদেষ্টা	[980, 745, 1156, 758]
